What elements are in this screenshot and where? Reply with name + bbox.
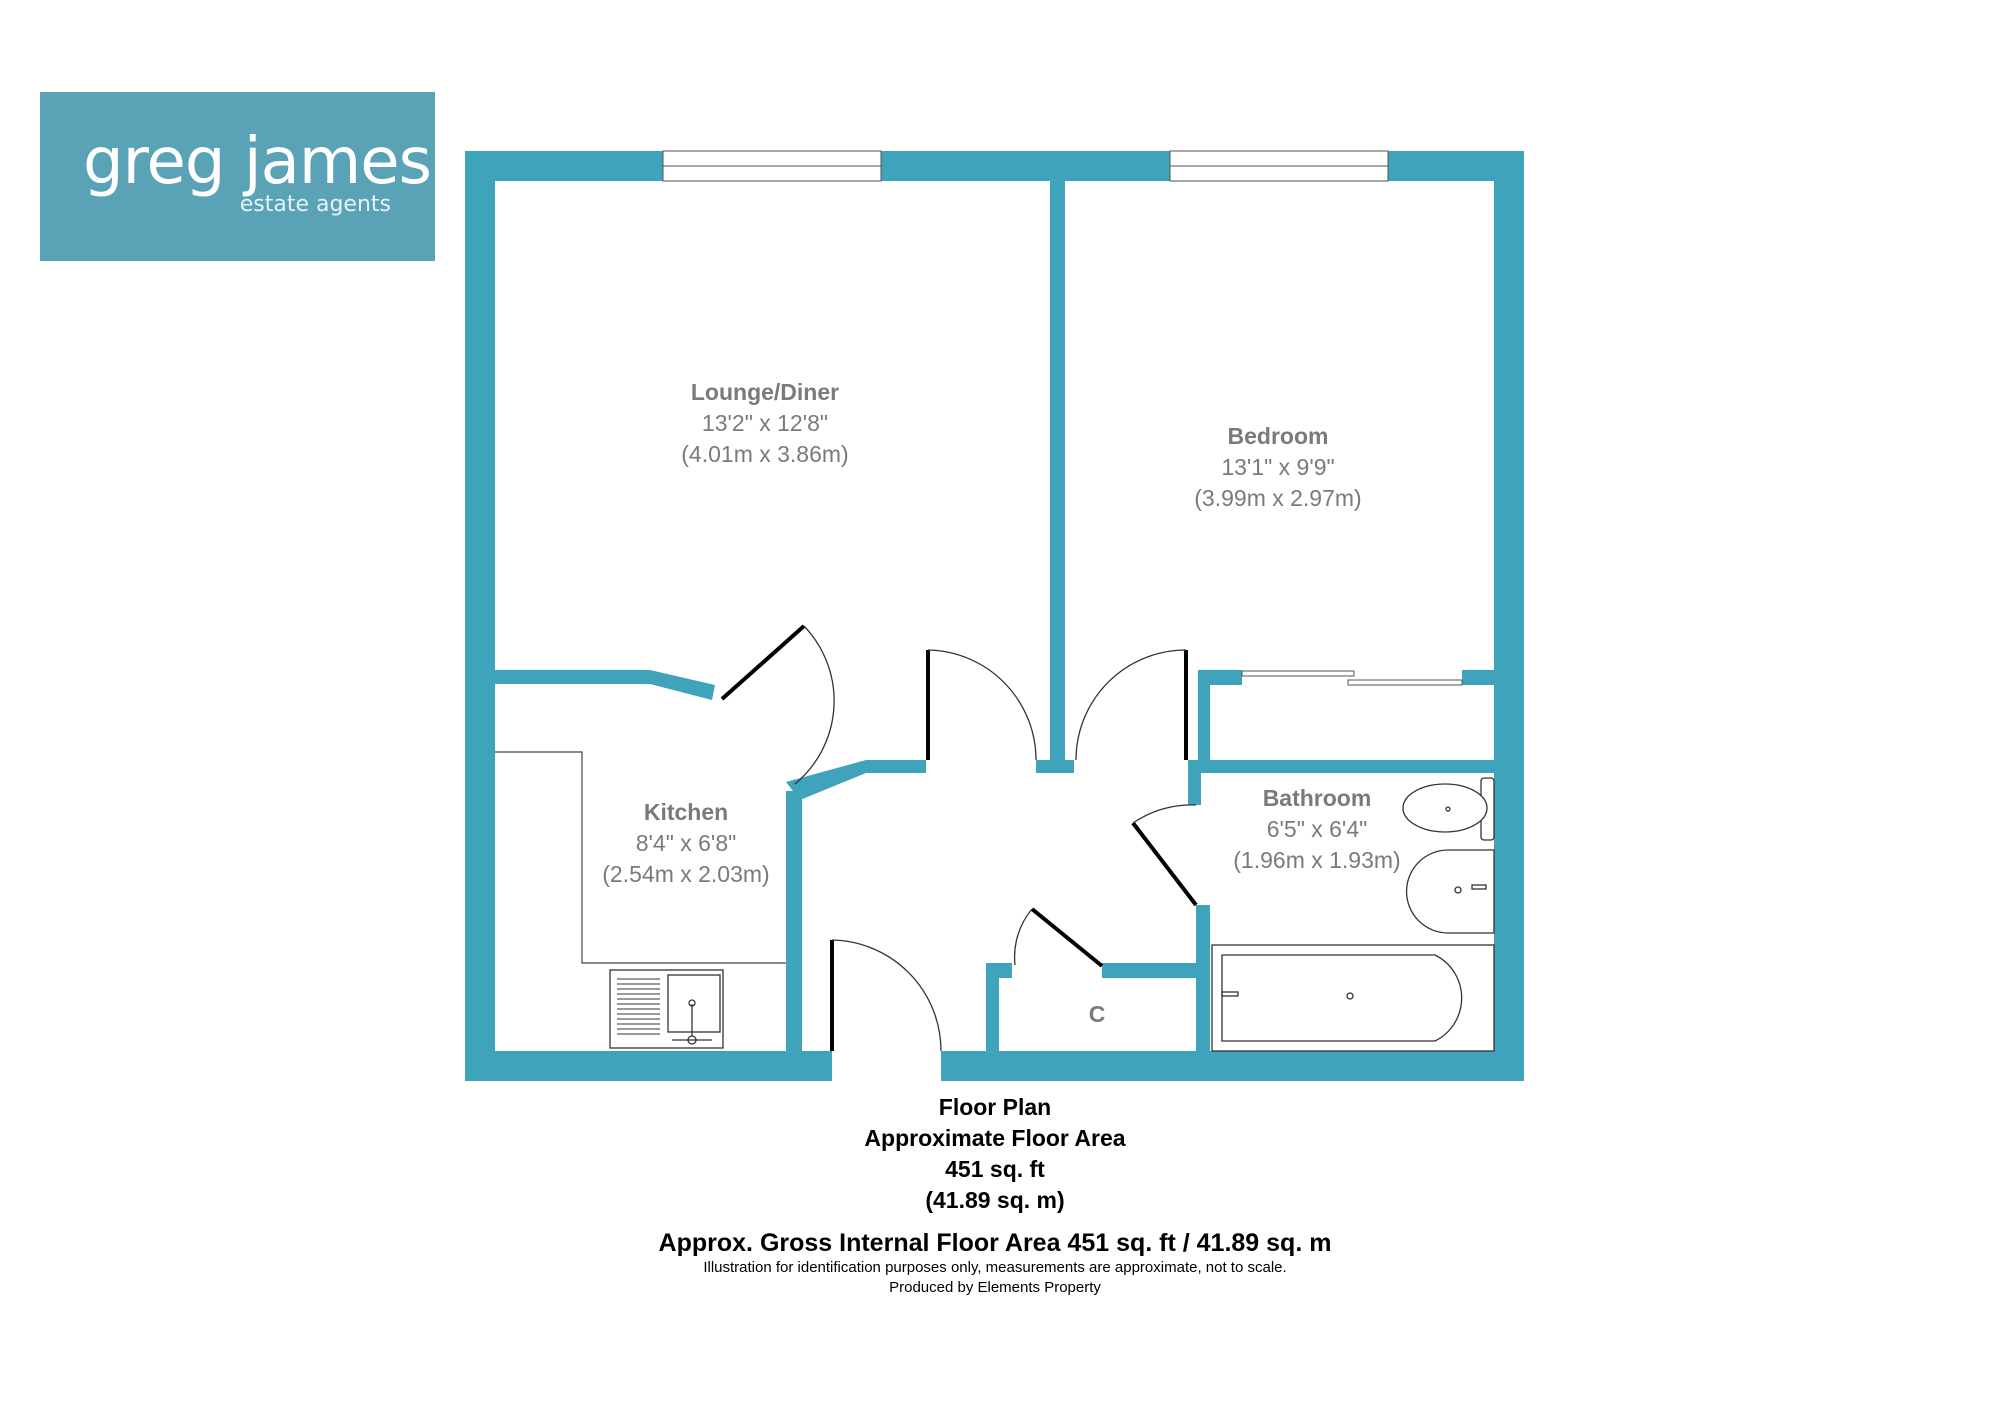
wall-kitchen-right bbox=[786, 791, 802, 1051]
bedroom-name: Bedroom bbox=[1227, 423, 1329, 449]
bath-drain bbox=[1347, 993, 1353, 999]
walls bbox=[465, 151, 1524, 1081]
door-cupboard-leaf bbox=[1032, 909, 1102, 966]
wash-basin bbox=[1407, 850, 1494, 933]
lounge-dim-metric: (4.01m x 3.86m) bbox=[681, 441, 849, 467]
caption-area-sqm: (41.89 sq. m) bbox=[925, 1187, 1065, 1213]
wardrobe-sliding-doors bbox=[1242, 671, 1462, 685]
kitchen-worktop bbox=[495, 752, 786, 963]
lounge-dim-imperial: 13'2" x 12'8" bbox=[701, 410, 829, 436]
wall-wardrobe-right bbox=[1462, 670, 1494, 685]
caption-title: Floor Plan bbox=[938, 1094, 1052, 1120]
bedroom-dim-metric: (3.99m x 2.97m) bbox=[1194, 485, 1362, 511]
door-bedroom-swing bbox=[1076, 650, 1186, 760]
sink-bowl bbox=[668, 975, 720, 1032]
bath-tap bbox=[1222, 992, 1238, 996]
bath-tub bbox=[1222, 955, 1462, 1041]
kitchen-sink bbox=[610, 970, 723, 1048]
wall-cupboard-top bbox=[1102, 963, 1196, 978]
caption-subtitle: Approximate Floor Area bbox=[864, 1125, 1126, 1151]
sliding-door-1 bbox=[1242, 671, 1354, 676]
gross-area-statement: Approx. Gross Internal Floor Area 451 sq. ft / 41.89 sq. m bbox=[658, 1229, 1332, 1257]
bathroom-dim-metric: (1.96m x 1.93m) bbox=[1233, 847, 1401, 873]
door-lounge-kitchen-leaf bbox=[722, 626, 804, 699]
disclaimer-text: Illustration for identification purposes only, measurements are approximate, not to scale. bbox=[703, 1259, 1287, 1276]
sliding-door-2 bbox=[1348, 680, 1462, 685]
caption-area-sqft: 451 sq. ft bbox=[945, 1156, 1045, 1182]
bathroom-dim-imperial: 6'5" x 6'4" bbox=[1266, 816, 1368, 842]
wall-bathroom-left-upper bbox=[1188, 760, 1201, 805]
wall-bathroom-top bbox=[1188, 760, 1494, 773]
wall-lounge-bedroom bbox=[1050, 181, 1065, 773]
wall-wardrobe-side bbox=[1198, 670, 1210, 773]
floor-area-caption bbox=[0, 1092, 1990, 1216]
outer-wall-bottom-left bbox=[465, 1051, 832, 1081]
outer-wall-right bbox=[1494, 151, 1524, 1081]
room-labels bbox=[602, 379, 1400, 1027]
cupboard-label: C bbox=[1088, 1001, 1106, 1027]
door-entrance-swing bbox=[832, 940, 941, 1051]
logo-brand-name: greg james bbox=[83, 125, 431, 199]
toilet-pan bbox=[1403, 784, 1487, 832]
door-lounge-kitchen-swing bbox=[795, 626, 834, 784]
door-lounge-swing bbox=[928, 650, 1036, 760]
bathroom-name: Bathroom bbox=[1262, 785, 1372, 811]
lounge-name: Lounge/Diner bbox=[690, 379, 840, 405]
logo-tagline: estate agents bbox=[239, 192, 391, 217]
door-bathroom-swing bbox=[1133, 805, 1196, 823]
door-cupboard-swing bbox=[1015, 909, 1032, 965]
wall-divider-foot bbox=[1036, 760, 1074, 773]
sink-drainer bbox=[617, 979, 660, 1034]
producer-credit: Produced by Elements Property bbox=[889, 1279, 1101, 1296]
kitchen-dim-imperial: 8'4" x 6'8" bbox=[635, 830, 737, 856]
plan-footer bbox=[0, 1228, 1990, 1298]
door-bathroom-leaf bbox=[1133, 823, 1196, 905]
wall-kitchen-diagonal bbox=[786, 760, 926, 800]
outer-wall-bottom-right bbox=[941, 1051, 1524, 1081]
bedroom-dim-imperial: 13'1" x 9'9" bbox=[1221, 454, 1335, 480]
kitchen-dim-metric: (2.54m x 2.03m) bbox=[602, 861, 770, 887]
worktop-outline bbox=[495, 752, 786, 963]
wall-kitchen-top bbox=[495, 670, 715, 700]
kitchen-name: Kitchen bbox=[643, 799, 729, 825]
wall-cupboard-left bbox=[986, 963, 999, 1051]
wall-bathroom-left-lower bbox=[1196, 905, 1210, 1051]
outer-wall-left bbox=[465, 151, 495, 1081]
